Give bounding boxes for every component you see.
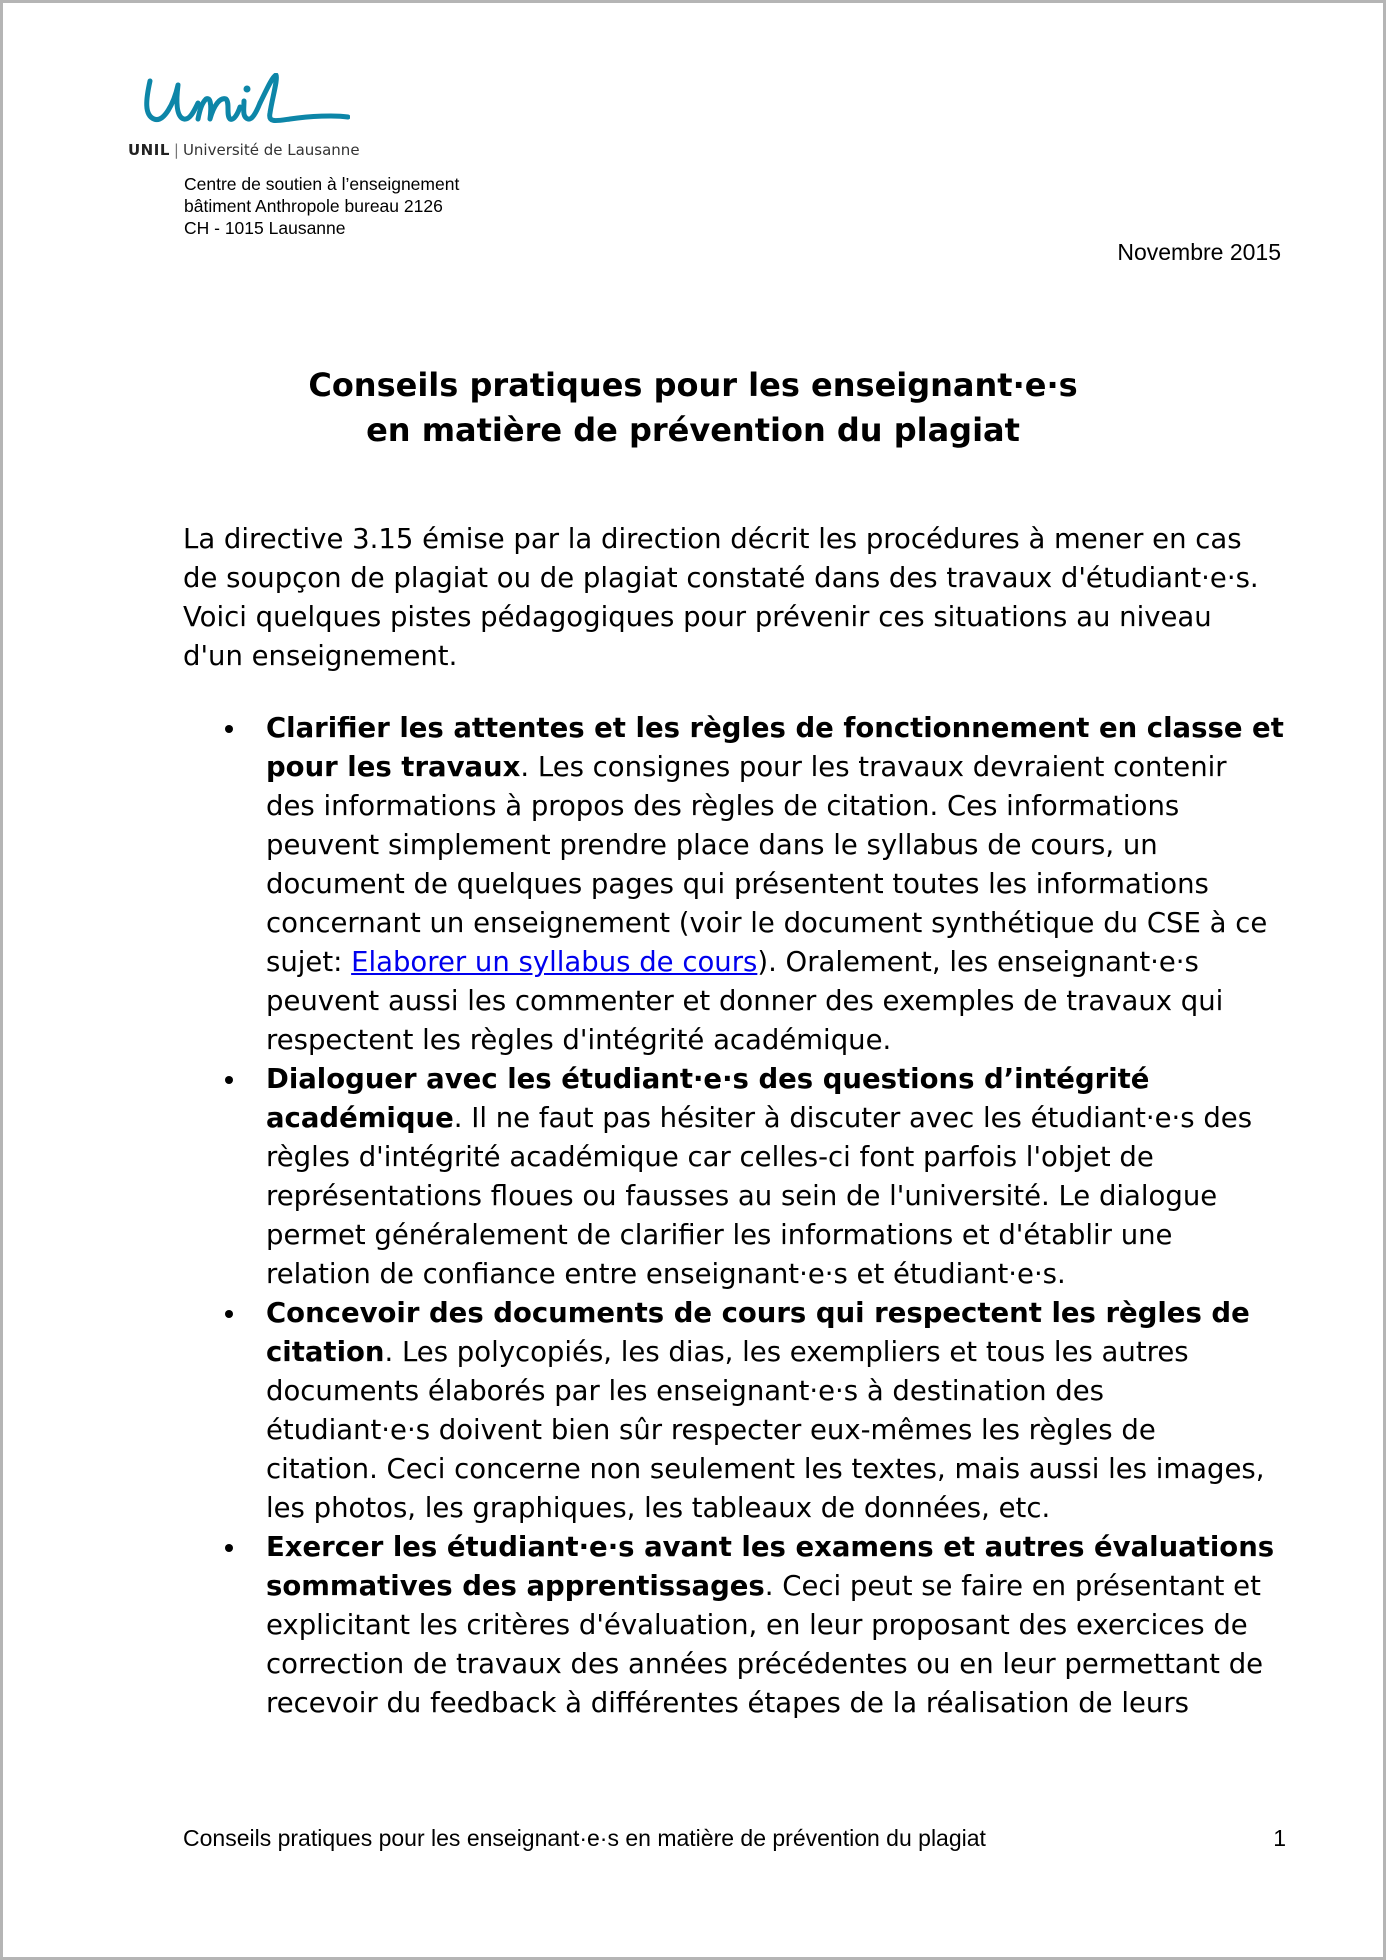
advice-text: sujet: (266, 946, 352, 978)
intro-line: de soupçon de plagiat ou de plagiat constaté dans des travaux d'étudiant·e·s. (183, 562, 1259, 594)
advice-text: . Les polycopiés, les dias, les exempliers et tous les autres (384, 1336, 1189, 1368)
advice-text: peuvent simplement prendre place dans le syllabus de cours, un (266, 829, 1158, 861)
advice-text: permet généralement de clarifier les informations et d'établir une (266, 1219, 1173, 1251)
advice-heading: Concevoir des documents de cours qui respectent les règles de (266, 1297, 1250, 1329)
unil-logo-mark (140, 73, 350, 135)
document-body (183, 520, 1293, 1723)
advice-list (183, 709, 1293, 1723)
intro-line: La directive 3.15 émise par la direction décrit les procédures à mener en cas (183, 523, 1242, 555)
advice-text: règles d'intégrité académique car celles-ci font parfois l'objet de (266, 1141, 1154, 1173)
bullet-icon (225, 1544, 233, 1552)
intro-line: Voici quelques pistes pédagogiques pour prévenir ces situations au niveau (183, 601, 1212, 633)
bullet-icon (225, 725, 233, 733)
advice-text: documents élaborés par les enseignant·e·s à destination des (266, 1375, 1104, 1407)
address-line: Centre de soutien à l’enseignement (184, 174, 460, 194)
advice-heading: Dialoguer avec les étudiant·e·s des questions d’intégrité (266, 1063, 1150, 1095)
advice-text: document de quelques pages qui présentent toutes les informations (266, 868, 1209, 900)
bullet-icon (225, 1310, 233, 1318)
advice-text: respectent les règles d'intégrité académique. (266, 1024, 892, 1056)
sender-address (184, 173, 459, 239)
advice-text: . Il ne faut pas hésiter à discuter avec les étudiant·e·s des (453, 1102, 1253, 1134)
address-line: CH - 1015 Lausanne (184, 218, 346, 238)
advice-item (183, 1528, 1293, 1723)
logo-university: Université de Lausanne (182, 141, 360, 159)
advice-text: . Ceci peut se faire en présentant et (764, 1570, 1261, 1602)
advice-text: ). Oralement, les enseignant·e·s (757, 946, 1199, 978)
advice-text: peuvent aussi les commenter et donner des exemples de travaux qui (266, 985, 1224, 1017)
footer-title: Conseils pratiques pour les enseignant·e·s en matière de prévention du plagiat (183, 1825, 986, 1851)
bullet-icon (225, 1076, 233, 1084)
advice-heading: Exercer les étudiant·e·s avant les examens et autres évaluations (266, 1531, 1275, 1563)
advice-text: . Les consignes pour les travaux devraient contenir (520, 751, 1227, 783)
advice-text: recevoir du feedback à différentes étapes de la réalisation de leurs (266, 1687, 1189, 1719)
advice-text: citation. Ceci concerne non seulement les textes, mais aussi les images, (266, 1453, 1265, 1485)
intro-line: d'un enseignement. (183, 640, 458, 672)
advice-heading: sommatives des apprentissages (266, 1570, 765, 1602)
advice-text: étudiant·e·s doivent bien sûr respecter eux-mêmes les règles de (266, 1414, 1156, 1446)
advice-item (183, 1294, 1293, 1528)
advice-heading: pour les travaux (266, 751, 521, 783)
page-number: 1 (1273, 1825, 1286, 1851)
address-line: bâtiment Anthropole bureau 2126 (184, 196, 443, 216)
advice-text: relation de confiance entre enseignant·e·s et étudiant·e·s. (266, 1258, 1066, 1290)
title-line: Conseils pratiques pour les enseignant·e·s (308, 366, 1078, 404)
advice-heading: académique (266, 1102, 454, 1134)
advice-text: représentations floues ou fausses au sein de l'université. Le dialogue (266, 1180, 1218, 1212)
unil-logo (128, 73, 388, 168)
advice-text: les photos, les graphiques, les tableaux de données, etc. (266, 1492, 1051, 1524)
intro-paragraph (183, 520, 1293, 676)
logo-brand: UNIL (128, 141, 170, 159)
document-date: Novembre 2015 (1117, 239, 1281, 265)
title-line: en matière de prévention du plagiat (366, 411, 1020, 449)
advice-item (183, 1060, 1293, 1294)
logo-caption: UNIL | Université de Lausanne (128, 141, 360, 159)
advice-text: correction de travaux des années précédentes ou en leur permettant de (266, 1648, 1264, 1680)
advice-heading: Clarifier les attentes et les règles de fonctionnement en classe et (266, 712, 1284, 744)
syllabus-link[interactable]: Elaborer un syllabus de cours (351, 946, 758, 978)
advice-text: explicitant les critères d'évaluation, en leur proposant des exercices de (266, 1609, 1248, 1641)
advice-item (183, 709, 1293, 1060)
advice-text: concernant un enseignement (voir le document synthétique du CSE à ce (266, 907, 1268, 939)
advice-text: des informations à propos des règles de citation. Ces informations (266, 790, 1180, 822)
document-title (3, 363, 1383, 453)
advice-heading: citation (266, 1336, 385, 1368)
